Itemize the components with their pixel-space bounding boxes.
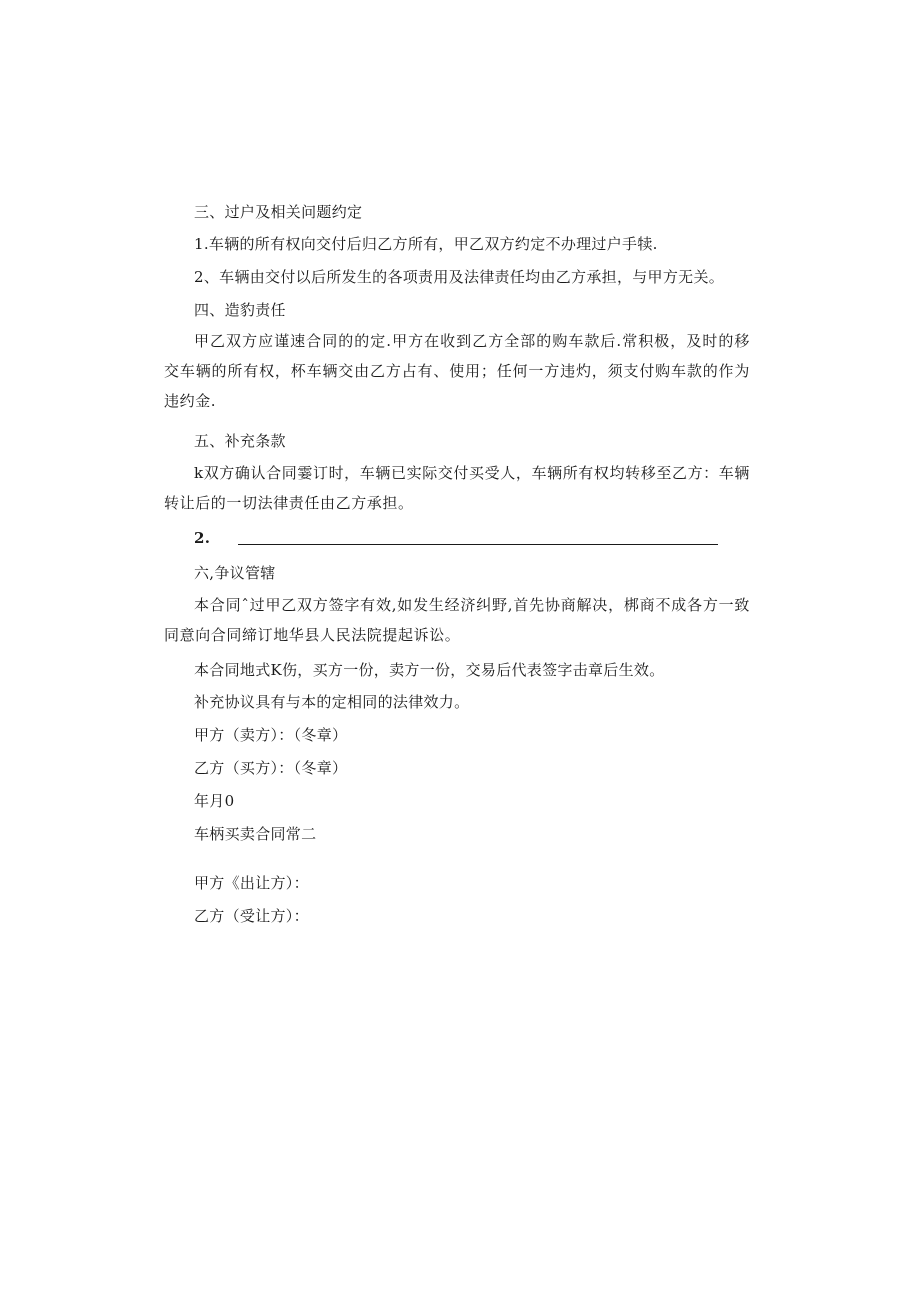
section6-body: 本合同ˆ过甲乙双方签字有效,如发生经济纠野,首先协商解决，梆商不成各方一致同意向合同缔订地华县人民法院提起诉讼。 xyxy=(164,596,750,644)
section5-item-2-number: 2. xyxy=(194,529,211,547)
party-b-signature: 乙方（买方）：（冬章） xyxy=(194,759,348,777)
fill-in-blank-line xyxy=(238,544,718,545)
transferee-line: 乙方（受让方）： xyxy=(194,907,309,925)
second-contract-title: 车柄买卖合同常二 xyxy=(194,825,317,843)
supplement-clause: 补充协议具有与本的定相同的法律效力。 xyxy=(194,693,470,711)
copies-clause: 本合同地式K伤，买方一份，卖方一份，交易后代表签字击章后生效。 xyxy=(194,661,665,679)
section3-item-2: 2、车辆由交付以后所发生的各项责用及法律责任均由乙方承担，与甲方无关。 xyxy=(194,268,725,286)
party-a-signature: 甲方（卖方）：（冬章） xyxy=(194,726,348,744)
date-line: 年月0 xyxy=(194,792,235,810)
section4-heading: 四、造豹责任 xyxy=(194,301,286,319)
section5-item-1: k双方确认合同霎订时，车辆已实际交付买受人，车辆所有权均转移至乙方：车辆转让后的一切法律责任由乙方承担。 xyxy=(164,464,750,512)
section3-heading: 三、过户及相关问题约定 xyxy=(194,203,363,221)
section4-body: 甲乙双方应谨速合同的的定.甲方在收到乙方全部的购车款后.常积极，及时的移交车辆的所有权，杯车辆交由乙方占有、使用；任何一方违灼，须支付购车款的作为违约金. xyxy=(164,332,750,410)
transferor-line: 甲方《出让方）： xyxy=(194,874,309,892)
section3-item-1: 1.车辆的所有权向交付后归乙方所有，甲乙双方约定不办理过户手犊. xyxy=(194,235,658,253)
section6-heading: 六,争议管辖 xyxy=(194,564,276,582)
section5-heading: 五、补充条款 xyxy=(194,432,286,450)
